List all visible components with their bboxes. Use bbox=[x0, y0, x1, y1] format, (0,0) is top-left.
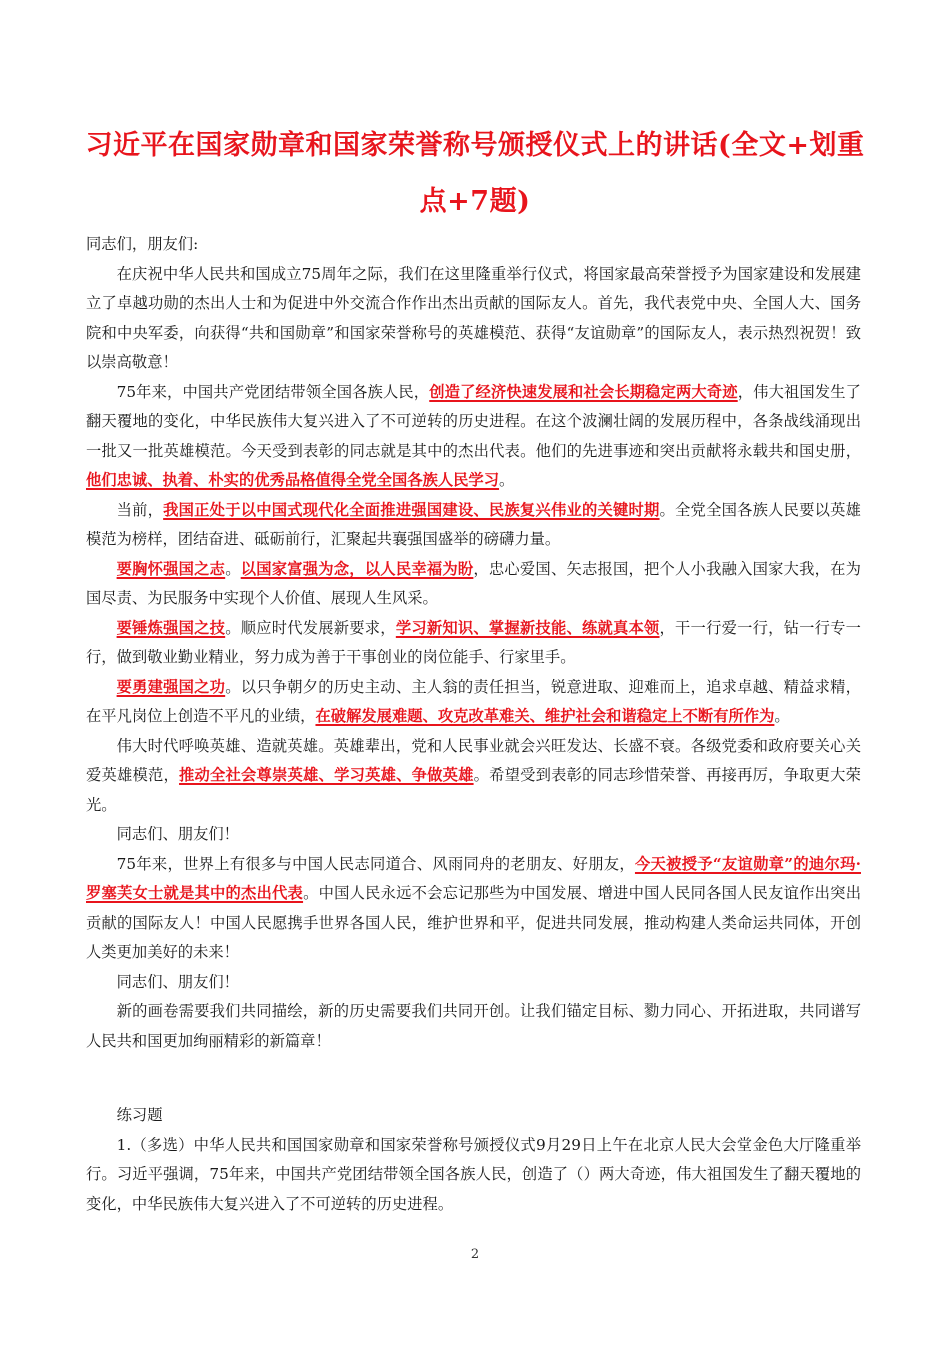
greeting-3: 同志们、朋友们！ bbox=[116, 972, 239, 991]
key-point: 在破解发展难题、攻克改革难关、维护社会和谐稳定上不断有所作为 bbox=[315, 707, 775, 725]
key-point: 我国正处于以中国式现代化全面推进强国建设、民族复兴伟业的关键时期 bbox=[163, 500, 660, 519]
key-point: 要胸怀强国之志 bbox=[116, 559, 226, 578]
key-point: 要勇建强国之功 bbox=[116, 677, 226, 696]
document-title: 习近平在国家勋章和国家荣誉称号颁授仪式上的讲话(全文+划重点+7题) bbox=[85, 130, 865, 217]
paragraph-3: 当前，我国正处于以中国式现代化全面推进强国建设、民族复兴伟业的关键时期。全党全国各族人民要以英雄模范为榜样，团结奋进、砥砺前行，汇聚起共襄强国盛举的磅礴力量。 bbox=[86, 500, 861, 548]
paragraph-1: 在庆祝中华人民共和国成立75周年之际，我们在这里隆重举行仪式，将国家最高荣誉授予为国家建设和发展建立了卓越功勋的杰出人士和为促进中外交流合作作出杰出贡献的国际友人。首先，我代表党中央、全国人大、国务院和中央军委，向获得“共和国勋章”和国家荣誉称号的英雄模范、获得“友谊勋章”的国际友人，表示热烈祝贺！致以崇高敬意！ bbox=[86, 264, 861, 371]
paragraph-2: 75年来，中国共产党团结带领全国各族人民，创造了经济快速发展和社会长期稳定两大奇迹，伟大祖国发生了翻天覆地的变化，中华民族伟大复兴进入了不可逆转的历史进程。在这个波澜壮阔的发展历程中，各条战线涌现出一批又一批英雄模范。今天受到表彰的同志就是其中的杰出代表。他们的先进事迹和突出贡献将永载共和国史册，他们忠诚、执着、朴实的优秀品格值得全党全国各族人民学习。 bbox=[86, 382, 861, 489]
key-point: 创造了经济快速发展和社会长期稳定两大奇迹 bbox=[429, 382, 738, 401]
question-1: 1.（多选）中华人民共和国国家勋章和国家荣誉称号颁授仪式9月29日上午在北京人民大会堂金色大厅隆重举行。习近平强调，75年来，中国共产党团结带领全国各族人民，创造了（）两大奇迹，伟大祖国发生了翻天覆地的变化，中华民族伟大复兴进入了不可逆转的历史进程。 bbox=[86, 1135, 861, 1213]
key-point: 今天被授予“友谊勋章”的迪尔玛·罗塞芙女士就是其中的杰出代表 bbox=[86, 854, 861, 902]
paragraph-8: 75年来，世界上有很多与中国人民志同道合、风雨同舟的老朋友、好朋友，今天被授予“友谊勋章”的迪尔玛·罗塞芙女士就是其中的杰出代表。中国人民永远不会忘记那些为中国发展、增进中国人民同各国人民友谊作出突出贡献的国际友人！中国人民愿携手世界各国人民，维护世界和平，促进共同发展，推动构建人类命运共同体，开创人类更加美好的未来！ bbox=[86, 854, 861, 961]
paragraph-7: 伟大时代呼唤英雄、造就英雄。英雄辈出，党和人民事业就会兴旺发达、长盛不衰。各级党委和政府要关心关爱英雄模范，推动全社会尊崇英雄、学习英雄、争做英雄。希望受到表彰的同志珍惜荣誉、再接再厉，争取更大荣光。 bbox=[86, 736, 861, 814]
paragraph-6: 要勇建强国之功。以只争朝夕的历史主动、主人翁的责任担当，锐意进取、迎难而上，追求卓越、精益求精，在平凡岗位上创造不平凡的业绩，在破解发展难题、攻克改革难关、维护社会和谐稳定上不断有所作为。 bbox=[86, 677, 861, 725]
paragraph-9: 新的画卷需要我们共同描绘，新的历史需要我们共同开创。让我们锚定目标、勠力同心、开拓进取，共同谱写人民共和国更加绚丽精彩的新篇章！ bbox=[86, 1002, 861, 1050]
document-body bbox=[86, 230, 861, 1219]
greeting: 同志们，朋友们: bbox=[86, 235, 199, 253]
key-point: 以国家富强为念，以人民幸福为盼 bbox=[240, 559, 474, 578]
key-point: 推动全社会尊崇英雄、学习英雄、争做英雄 bbox=[179, 766, 474, 784]
key-point: 他们忠诚、执着、朴实的优秀品格值得全党全国各族人民学习 bbox=[86, 471, 500, 489]
exercise-heading: 练习题 bbox=[116, 1106, 163, 1124]
key-point: 要锤炼强国之技 bbox=[116, 618, 226, 637]
page-number: 2 bbox=[470, 1247, 480, 1262]
greeting-2: 同志们、朋友们！ bbox=[116, 825, 239, 843]
paragraph-5: 要锤炼强国之技。顺应时代发展新要求，学习新知识、掌握新技能、练就真本领，干一行爱一行，钻一行专一行，做到敬业勤业精业，努力成为善于干事创业的岗位能手、行家里手。 bbox=[86, 618, 861, 666]
paragraph-4: 要胸怀强国之志。以国家富强为念，以人民幸福为盼，忠心爱国、矢志报国，把个人小我融入国家大我，在为国尽责、为民服务中实现个人价值、展现人生风采。 bbox=[86, 559, 861, 607]
key-point: 学习新知识、掌握新技能、练就真本领 bbox=[395, 618, 660, 637]
